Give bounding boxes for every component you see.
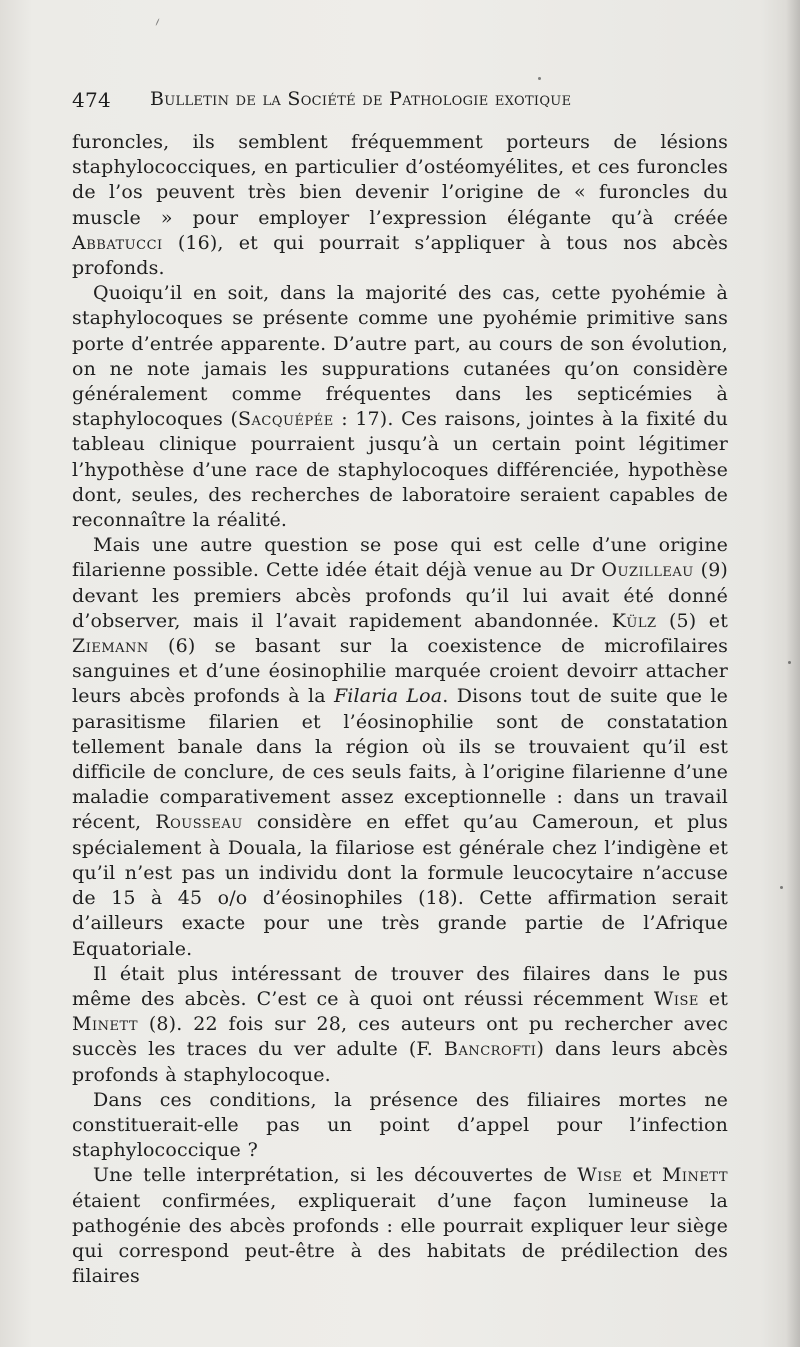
text-run: Une telle interprétation, si les découvertes de <box>93 1164 578 1187</box>
text-run: étaient confirmées, expliquerait d’une façon lumineuse la pathogénie des abcès profonds : elle pourrait expliquer leur siège qui correspond peut-être à des habitats de prédilection des filaires <box>72 1189 728 1288</box>
running-title: Bulletin de la Société de Pathologie exotique <box>150 88 572 110</box>
author-name: Wise <box>653 987 699 1010</box>
author-name: Külz <box>611 609 657 632</box>
page-number: 474 <box>72 88 112 112</box>
body-paragraph <box>72 1163 728 1289</box>
body-paragraph <box>72 1088 728 1164</box>
text-run: Dans ces conditions, la présence des filiaires mortes ne constituerait-elle pas un point d’appel pour l’infection staphylococcique ? <box>72 1088 728 1162</box>
print-mark <box>788 661 791 664</box>
text-run: (8). 22 fois sur 28, ces auteurs ont pu rechercher avec succès les traces du ver adulte (F. <box>72 1013 728 1061</box>
body-paragraph <box>72 281 728 533</box>
author-name: Sacquépée <box>238 408 334 431</box>
print-mark <box>780 886 783 889</box>
print-mark <box>538 77 541 80</box>
author-name: Ziemann <box>72 635 149 658</box>
text-run: : 17). Ces raisons, jointes à la fixité du tableau clinique pourraient jusqu’à un certain point légitimer l’hypothèse d’une race de staphylocoques différenciée, hypothèse dont, seules, des recherches de laboratoire seraient capables de reconnaître la réalité. <box>72 408 728 532</box>
author-name: Minett <box>661 1164 728 1187</box>
text-run: Quoiqu’il en soit, dans la majorité des cas, cette pyohémie à staphylocoques se présente comme une pyohémie primitive sans porte d’entrée apparente. D’autre part, au cours de son évolution, on ne note jamais les suppurations cutanées qu’on considère généralement comme fréquentes dans les septicémies à staphylocoques ( <box>72 282 728 431</box>
text-run: et <box>698 987 728 1010</box>
page-edge-shadow <box>786 0 800 1347</box>
body-paragraph <box>72 130 728 281</box>
author-name: Abbatucci <box>72 231 163 254</box>
italic-term: Filaria Loa <box>333 685 443 708</box>
text-run: (6) se basant sur la coexistence de microfilaires sanguines et d’une éosinophilie marquée croient devoirr attacher leurs abcès profonds à la <box>72 635 728 708</box>
text-run: Il était plus intéressant de trouver des filaires dans le pus même des abcès. C’est ce à quoi ont réussi récemment <box>72 962 728 1010</box>
text-run: et <box>622 1164 662 1187</box>
text-run: considère en effet qu’au Cameroun, et plus spécialement à Douala, la filariose est générale chez l’indigène et qu’il n’est pas un individu dont la formule leucocytaire n’accuse de 15 à 45 o/o d’éosinophiles (18). Cette affirmation serait d’ailleurs exacte pour une très grande partie de l’Afrique Equatoriale. <box>72 811 729 960</box>
author-name: Rousseau <box>155 811 243 834</box>
author-name: Bancrofti <box>443 1038 537 1061</box>
body-paragraph <box>72 533 728 961</box>
author-name: Minett <box>72 1013 139 1036</box>
text-run: (16), et qui pourrait s’appliquer à tous nos abcès profonds. <box>72 231 728 280</box>
body-paragraph <box>72 962 728 1088</box>
print-mark <box>155 18 159 26</box>
text-run: ) dans leurs abcès profonds à staphylocoque. <box>72 1038 729 1086</box>
author-name: Wise <box>577 1164 623 1187</box>
text-run: furoncles, ils semblent fréquemment porteurs de lésions staphylococciques, en particulier d’ostéomyélites, et ces furoncles de l’os peuvent très bien devenir l’origine de « furoncles du muscle » pour employer l’expression élégante qu’à créée <box>72 131 728 229</box>
text-run: (5) et <box>656 609 728 632</box>
text-run: (9) devant les premiers abcès profonds qu’il lui avait été donné d’observer, mais il l’avait rapidement abandonnée. <box>72 559 728 632</box>
author-name: Ouzilleau <box>601 559 694 582</box>
text-run: . Disons tout de suite que le parasitisme filarien et l’éosinophilie sont de constatation tellement banale dans la région où ils se trouvaient qu’il est difficile de conclure, de ces seuls faits, à l’origine filarienne d’une maladie comparativement assez exceptionnelle : dans un travail récent, <box>72 685 729 834</box>
page-header <box>72 88 728 116</box>
text-run: Mais une autre question se pose qui est celle d’une origine filarienne possible. Cette idée était déjà venue au Dr <box>72 534 728 582</box>
article-body <box>72 130 728 1289</box>
